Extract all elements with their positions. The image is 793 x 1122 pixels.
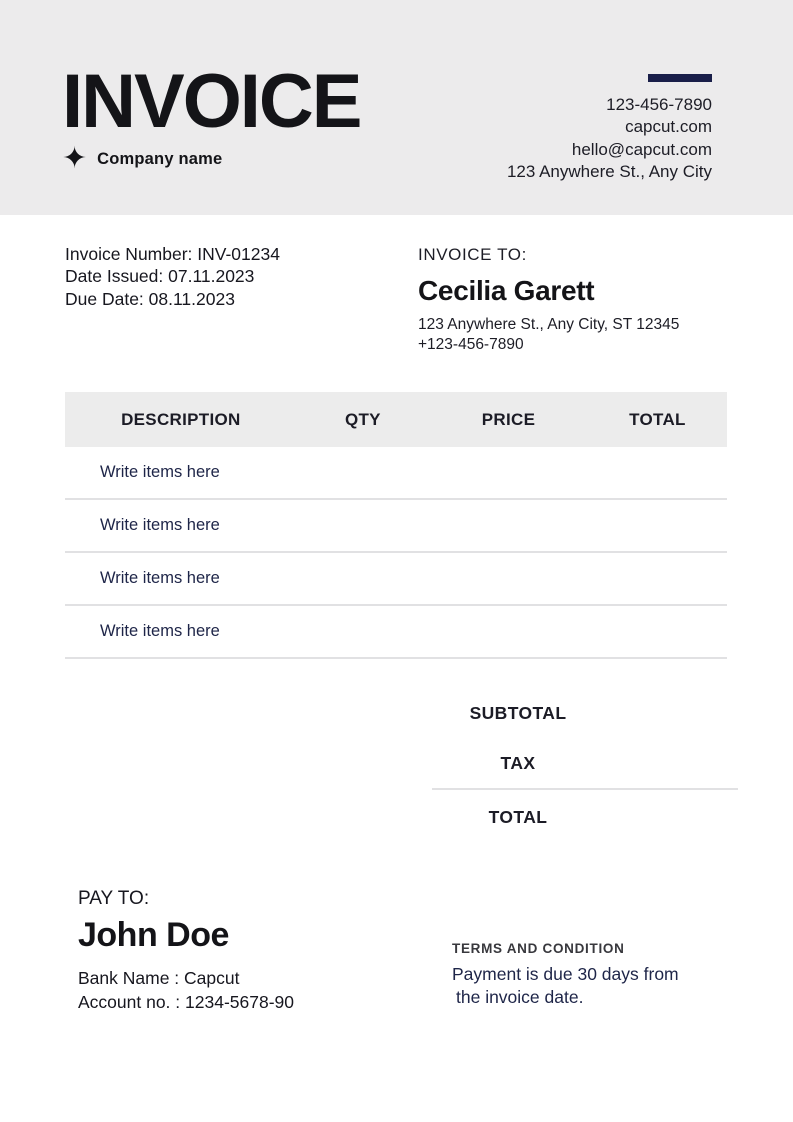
- subtotal-row: [432, 688, 738, 738]
- due-date: Due Date: 08.11.2023: [65, 288, 235, 309]
- client-name: Cecilia Garett: [418, 275, 595, 306]
- terms-line: Payment is due 30 days from: [452, 964, 679, 984]
- item-row-placeholder[interactable]: Write items here: [65, 447, 727, 500]
- totals-block: [432, 688, 738, 844]
- header-band: [0, 0, 793, 215]
- client-phone: +123-456-7890: [418, 336, 524, 353]
- contact-email: hello@capcut.com: [571, 139, 712, 159]
- items-table: [65, 392, 727, 659]
- pay-to-label: PAY TO:: [78, 888, 150, 909]
- total-label: TOTAL: [488, 806, 548, 827]
- invoice-meta: [65, 243, 280, 310]
- column-total: TOTAL: [629, 409, 686, 429]
- terms-heading: TERMS AND CONDITION: [452, 941, 625, 956]
- date-issued: Date Issued: 07.11.2023: [65, 266, 255, 287]
- company-mark-icon: ✦: [62, 142, 88, 175]
- column-description: DESCRIPTION: [121, 409, 241, 429]
- client-address: [418, 315, 679, 355]
- total-row: [432, 790, 738, 844]
- subtotal-label: SUBTOTAL: [469, 702, 567, 723]
- tax-row: [432, 738, 738, 788]
- payee-name: John Doe: [78, 916, 229, 954]
- bank-name: Bank Name : Capcut: [78, 968, 240, 988]
- item-row-placeholder[interactable]: Write items here: [65, 606, 727, 659]
- accent-bar: [648, 74, 712, 82]
- terms-line: the invoice date.: [456, 987, 584, 1007]
- invoice-number: Invoice Number: INV-01234: [65, 244, 280, 264]
- contact-block: [507, 74, 712, 184]
- client-street: 123 Anywhere St., Any City, ST 12345: [418, 316, 680, 333]
- bill-to-block: [418, 245, 679, 355]
- items-table-header: [65, 392, 727, 447]
- company-name: Company name: [97, 149, 223, 168]
- contact-website: capcut.com: [625, 117, 712, 137]
- terms-text: [452, 963, 752, 1009]
- column-qty: QTY: [344, 409, 381, 429]
- column-price: PRICE: [481, 409, 536, 429]
- pay-to-block: [78, 888, 294, 1014]
- item-row-placeholder[interactable]: Write items here: [65, 500, 727, 553]
- terms-block: [452, 941, 752, 1009]
- invoice-title: INVOICE: [62, 59, 361, 144]
- account-number: Account no. : 1234-5678-90: [78, 991, 294, 1012]
- contact-phone: 123-456-7890: [606, 95, 712, 114]
- item-row-placeholder[interactable]: Write items here: [65, 553, 727, 606]
- bank-details: [78, 967, 294, 1014]
- contact-address: 123 Anywhere St., Any City: [506, 162, 712, 182]
- tax-label: TAX: [500, 752, 536, 773]
- company-brand: [62, 144, 222, 174]
- bill-to-label: INVOICE TO:: [418, 245, 527, 264]
